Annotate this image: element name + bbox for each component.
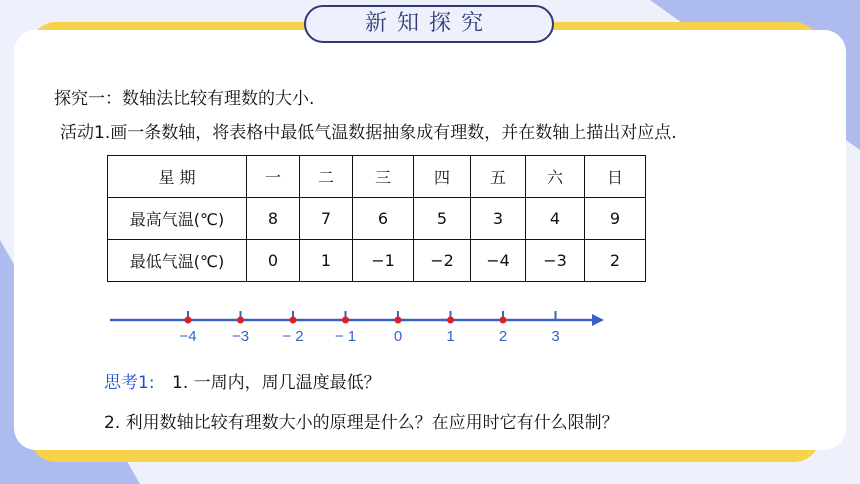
table-cell: 一 xyxy=(247,156,300,198)
table-cell: −3 xyxy=(526,240,585,282)
table-cell: 六 xyxy=(526,156,585,198)
think-label: 思考1: xyxy=(104,373,155,393)
question-2: 2. 利用数轴比较有理数大小的原理是什么？在应用时它有什么限制？ xyxy=(104,413,619,433)
number-line-label: 2 xyxy=(498,328,508,345)
table-cell: −1 xyxy=(353,240,414,282)
table-cell: −4 xyxy=(471,240,526,282)
table-cell: 三 xyxy=(353,156,414,198)
number-line-arrow xyxy=(592,314,604,326)
table-cell: 最高气温(℃) xyxy=(108,198,247,240)
temperature-table xyxy=(107,155,646,282)
table-cell: 0 xyxy=(247,240,300,282)
table-cell: 四 xyxy=(414,156,471,198)
number-line-label: 1 xyxy=(446,328,455,345)
table-cell: −2 xyxy=(414,240,471,282)
table-cell: 日 xyxy=(585,156,646,198)
number-line-point xyxy=(342,317,349,324)
table-cell: 1 xyxy=(300,240,353,282)
number-line-point xyxy=(237,317,244,324)
table-cell: 星 期 xyxy=(108,156,247,198)
number-line-label: −3 xyxy=(231,328,250,345)
number-line-point xyxy=(500,317,507,324)
number-line-point xyxy=(185,317,192,324)
number-line-label: − 2 xyxy=(282,328,304,345)
table-cell: 4 xyxy=(526,198,585,240)
table-cell: 6 xyxy=(353,198,414,240)
number-line xyxy=(0,290,860,350)
table-cell: 2 xyxy=(585,240,646,282)
question-1: 1. 一周内，周几温度最低？ xyxy=(172,373,381,393)
table-row xyxy=(108,240,646,282)
table-cell: 9 xyxy=(585,198,646,240)
number-line-point xyxy=(395,317,402,324)
table-cell: 5 xyxy=(414,198,471,240)
number-line-label: −4 xyxy=(179,328,197,345)
intro-text: 探究一：数轴法比较有理数的大小. xyxy=(54,89,315,109)
number-line-point xyxy=(290,317,297,324)
table-cell: 最低气温(℃) xyxy=(108,240,247,282)
table-cell: 7 xyxy=(300,198,353,240)
activity-text: 活动1.画一条数轴，将表格中最低气温数据抽象成有理数，并在数轴上描出对应点. xyxy=(60,123,677,143)
table-cell: 二 xyxy=(300,156,353,198)
number-line-label: 0 xyxy=(393,328,403,345)
number-line-point xyxy=(447,317,454,324)
number-line-label: − 1 xyxy=(334,328,357,345)
page-title: 新知探究 xyxy=(304,5,554,43)
table-row xyxy=(108,198,646,240)
number-line-label: 3 xyxy=(551,328,560,345)
table-cell: 五 xyxy=(471,156,526,198)
table-cell: 8 xyxy=(247,198,300,240)
table-cell: 3 xyxy=(471,198,526,240)
table-header-row xyxy=(108,156,646,198)
